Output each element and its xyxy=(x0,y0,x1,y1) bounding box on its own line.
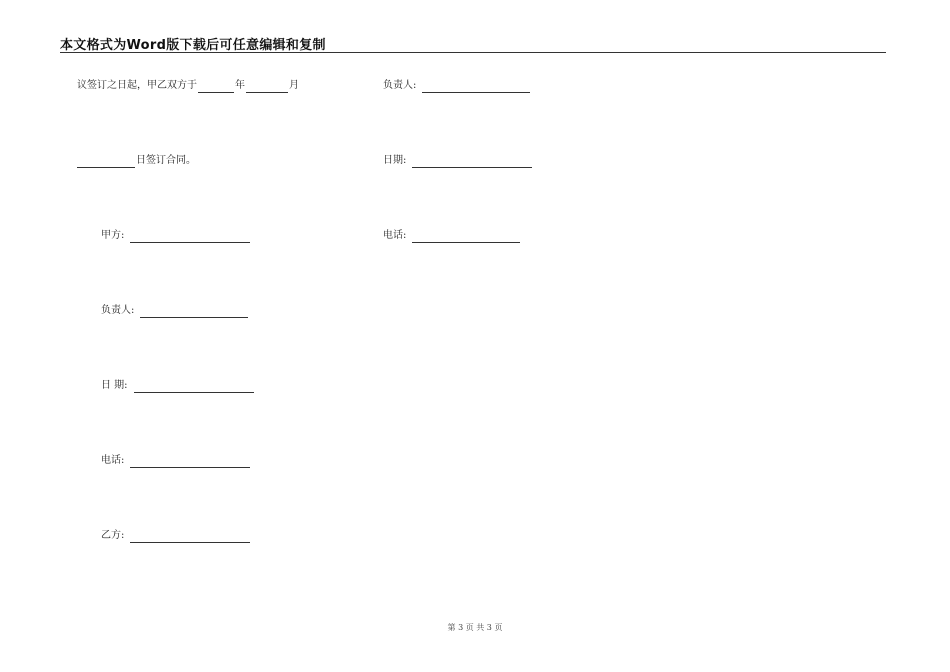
agreement-date-line xyxy=(77,79,299,93)
party-a-label: 甲方: xyxy=(101,230,125,241)
party-b-label: 乙方: xyxy=(101,530,125,541)
left-phone-field xyxy=(101,454,251,468)
right-responsible-label: 负责人: xyxy=(383,80,417,91)
party-a-blank xyxy=(130,230,250,243)
page-footer xyxy=(0,622,950,633)
right-phone-field xyxy=(383,229,521,243)
agreement-prefix: 议签订之日起，甲乙双方于 xyxy=(77,80,197,91)
left-responsible-blank xyxy=(140,305,248,318)
left-date-label: 日 期: xyxy=(101,380,128,391)
right-phone-blank xyxy=(412,230,520,243)
sign-date-line xyxy=(76,154,196,168)
party-a-field xyxy=(101,229,251,243)
year-blank xyxy=(198,80,234,93)
right-responsible-field xyxy=(383,79,531,93)
right-date-blank xyxy=(412,155,532,168)
left-responsible-label: 负责人: xyxy=(101,305,135,316)
party-b-field xyxy=(101,529,251,543)
sign-suffix: 日签订合同。 xyxy=(136,155,196,166)
left-phone-label: 电话: xyxy=(101,455,125,466)
month-blank xyxy=(246,80,288,93)
day-blank xyxy=(77,155,135,168)
year-label: 年 xyxy=(235,80,245,91)
right-phone-label: 电话: xyxy=(383,230,407,241)
left-phone-blank xyxy=(130,455,250,468)
header-title: 本文格式为Word版下载后可任意编辑和复制 xyxy=(60,38,326,53)
right-date-label: 日期: xyxy=(383,155,407,166)
left-responsible-field xyxy=(101,304,249,318)
month-label: 月 xyxy=(289,80,299,91)
left-date-blank xyxy=(134,380,254,393)
left-date-field xyxy=(101,379,255,393)
right-date-field xyxy=(383,154,533,168)
page-header xyxy=(60,36,886,53)
right-responsible-blank xyxy=(422,80,530,93)
page-number: 第 3 页 共 3 页 xyxy=(447,623,503,632)
party-b-blank xyxy=(130,530,250,543)
